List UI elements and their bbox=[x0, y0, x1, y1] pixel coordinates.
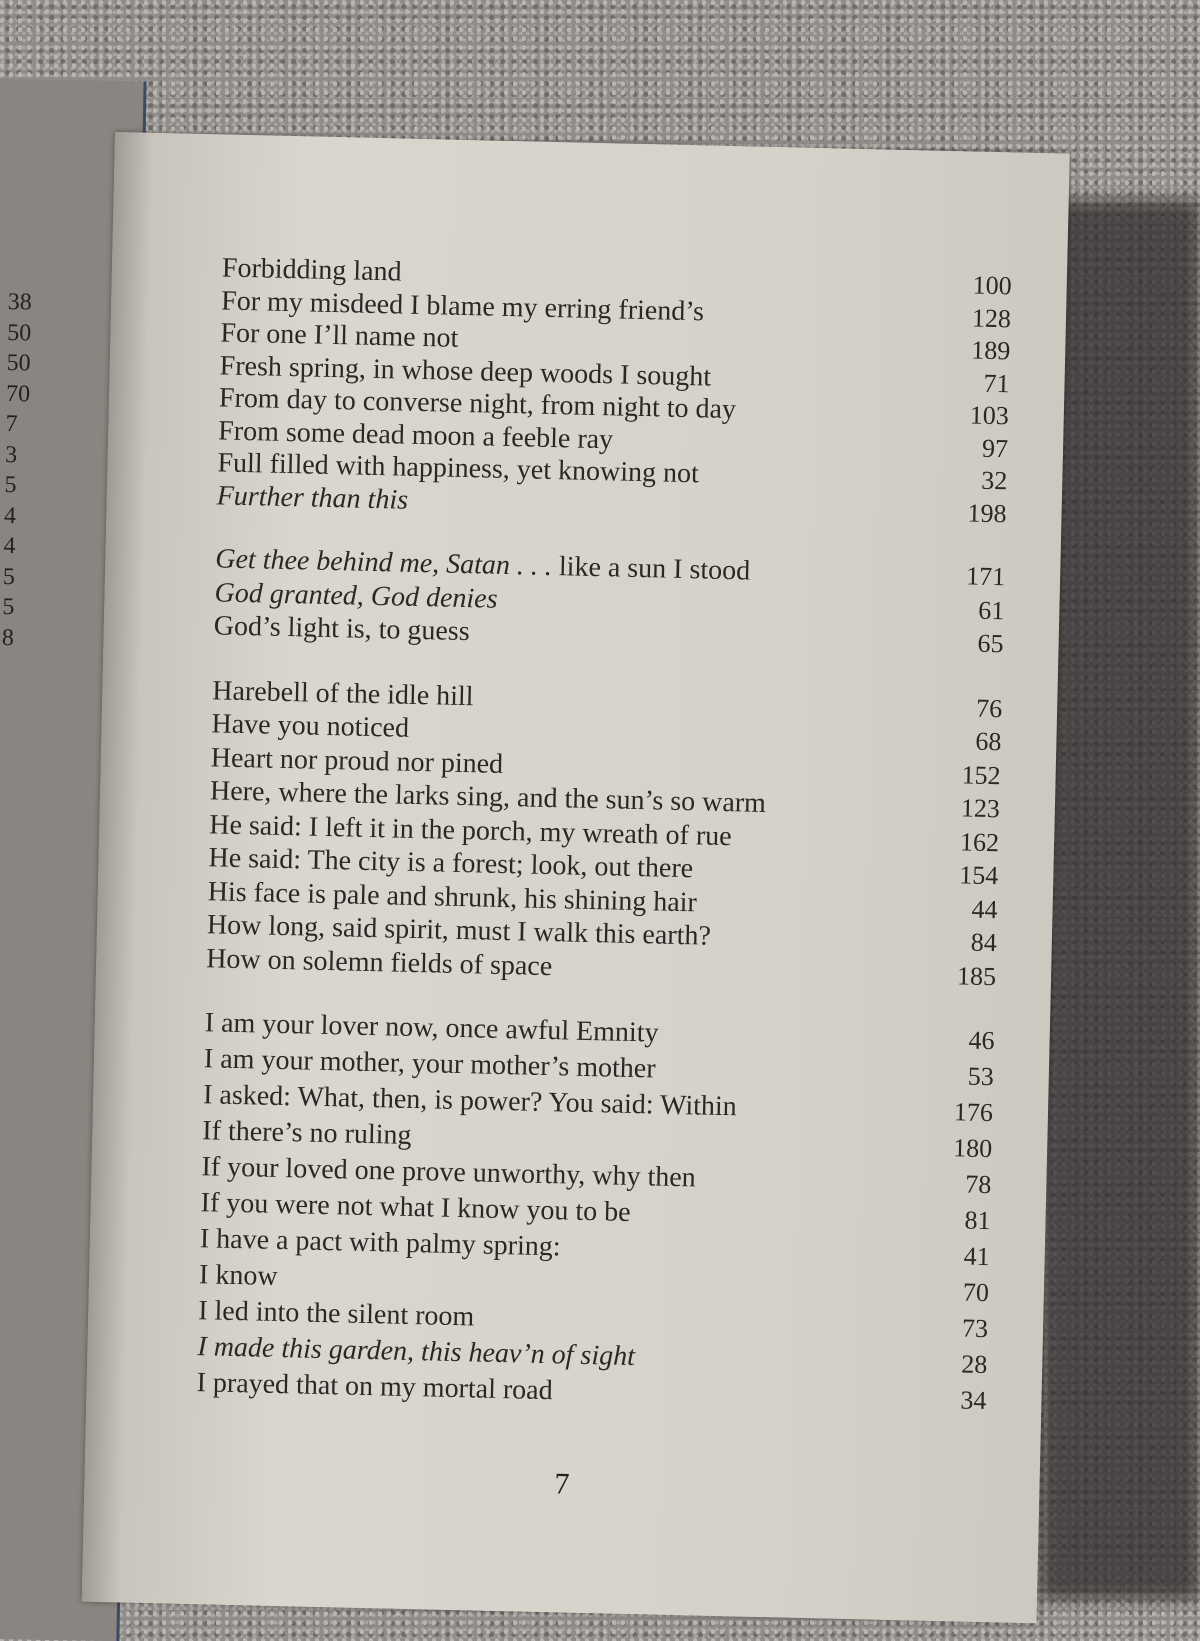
left-page-number: 50 bbox=[6, 319, 32, 346]
first-line: If your loved one prove unworthy, why then bbox=[201, 1151, 697, 1194]
first-line: Further than this bbox=[216, 479, 409, 516]
first-line: Heart nor proud nor pined bbox=[210, 741, 504, 780]
first-line: His face is pale and shrunk, his shining hair bbox=[207, 875, 698, 918]
page-ref: 71 bbox=[983, 368, 1010, 398]
first-line: I prayed that on my mortal road bbox=[196, 1367, 554, 1407]
left-page-number: 38 bbox=[7, 289, 32, 316]
first-line: If there’s no ruling bbox=[202, 1115, 412, 1151]
first-line: I know bbox=[198, 1259, 278, 1292]
first-line: Full filled with happiness, yet knowing not bbox=[217, 447, 700, 490]
first-line: How on solemn fields of space bbox=[205, 942, 553, 982]
first-line: For one I’ll name not bbox=[220, 317, 459, 354]
left-page-number: 5 bbox=[2, 563, 16, 590]
first-line: Fresh spring, in whose deep woods I sought bbox=[219, 349, 712, 393]
page-ref: 84 bbox=[970, 927, 998, 958]
left-page-number: 3 bbox=[4, 441, 18, 468]
first-line: God granted, God denies bbox=[214, 576, 498, 615]
left-page-number: 50 bbox=[6, 350, 31, 377]
first-line: How long, said spirit, must I walk this earth? bbox=[206, 909, 712, 952]
book-page bbox=[82, 132, 1070, 1623]
page-ref: 76 bbox=[975, 693, 1003, 723]
first-line: He said: I left it in the porch, my wreath of rue bbox=[208, 808, 733, 852]
first-line: I have a pact with palmy spring: bbox=[199, 1223, 561, 1263]
page-ref: 97 bbox=[981, 433, 1009, 463]
page-ref: 53 bbox=[967, 1061, 995, 1092]
page-ref: 73 bbox=[961, 1313, 989, 1344]
page-ref: 123 bbox=[960, 793, 1001, 824]
page-ref: 128 bbox=[971, 302, 1012, 333]
first-line: Have you noticed bbox=[211, 708, 410, 744]
page-shadow bbox=[1040, 200, 1200, 1600]
index-section bbox=[216, 252, 1012, 530]
page-ref: 28 bbox=[960, 1349, 988, 1380]
page-ref: 152 bbox=[961, 759, 1001, 790]
page-ref: 162 bbox=[959, 826, 1000, 857]
page-ref: 78 bbox=[965, 1169, 992, 1200]
page-ref: 171 bbox=[965, 561, 1006, 592]
page-ref: 65 bbox=[977, 628, 1004, 659]
left-page-number: 4 bbox=[3, 502, 17, 529]
page-ref: 32 bbox=[980, 465, 1008, 496]
page-ref: 198 bbox=[967, 497, 1007, 528]
first-line: For my misdeed I blame my erring friend’s bbox=[220, 284, 705, 327]
first-line: I asked: What, then, is power? You said: Within bbox=[202, 1079, 738, 1123]
first-line-roman-part: like a sun I stood bbox=[551, 551, 751, 587]
first-line: Harebell of the idle hill bbox=[212, 674, 474, 712]
page-number: 7 bbox=[554, 1467, 570, 1501]
index-section bbox=[196, 1007, 995, 1421]
page-ref: 70 bbox=[962, 1277, 990, 1308]
page-ref: 68 bbox=[975, 726, 1002, 757]
page-ref: 100 bbox=[972, 270, 1013, 301]
page-ref: 180 bbox=[952, 1133, 993, 1164]
left-page-number: 4 bbox=[3, 533, 16, 560]
page-ref: 46 bbox=[968, 1025, 995, 1056]
first-line: God’s light is, to guess bbox=[213, 610, 471, 648]
page-ref: 154 bbox=[959, 860, 999, 891]
first-line: I led into the silent room bbox=[197, 1295, 475, 1333]
left-page-number: 5 bbox=[2, 594, 15, 621]
first-line-italic-part: Get thee behind me, Satan . . . bbox=[214, 543, 553, 583]
left-page-numbers bbox=[2, 287, 32, 653]
left-page-number: 70 bbox=[5, 380, 31, 407]
page-ref: 44 bbox=[971, 894, 998, 924]
first-line: Forbidding land bbox=[221, 252, 402, 288]
index-section bbox=[213, 543, 1005, 661]
page-ref: 41 bbox=[963, 1241, 991, 1272]
first-line: He said: The city is a forest; look, out there bbox=[208, 842, 694, 885]
page-ref: 189 bbox=[970, 335, 1011, 366]
page-ref: 176 bbox=[953, 1097, 994, 1128]
first-line: I made this garden, this heav’n of sight bbox=[197, 1331, 636, 1373]
left-page-number: 7 bbox=[5, 411, 18, 438]
first-line: I am your mother, your mother’s mother bbox=[203, 1043, 656, 1085]
index-section bbox=[206, 675, 1003, 994]
first-line: I am your lover now, once awful Emnity bbox=[204, 1007, 659, 1049]
page-ref: 81 bbox=[964, 1205, 991, 1236]
first-line: From some dead moon a feeble ray bbox=[217, 414, 614, 455]
page-ref: 103 bbox=[969, 400, 1010, 431]
left-page-number: 5 bbox=[4, 472, 17, 499]
page-ref: 34 bbox=[960, 1385, 987, 1416]
page-ref: 185 bbox=[956, 960, 997, 991]
first-line: Here, where the larks sing, and the sun’s so warm bbox=[209, 775, 767, 819]
first-line: From day to converse night, from night to day bbox=[218, 382, 737, 426]
first-line: If you were not what I know you to be bbox=[200, 1187, 631, 1228]
page-ref: 61 bbox=[978, 595, 1005, 625]
index-of-first-lines bbox=[195, 252, 1012, 1452]
left-page-number: 8 bbox=[1, 624, 15, 651]
